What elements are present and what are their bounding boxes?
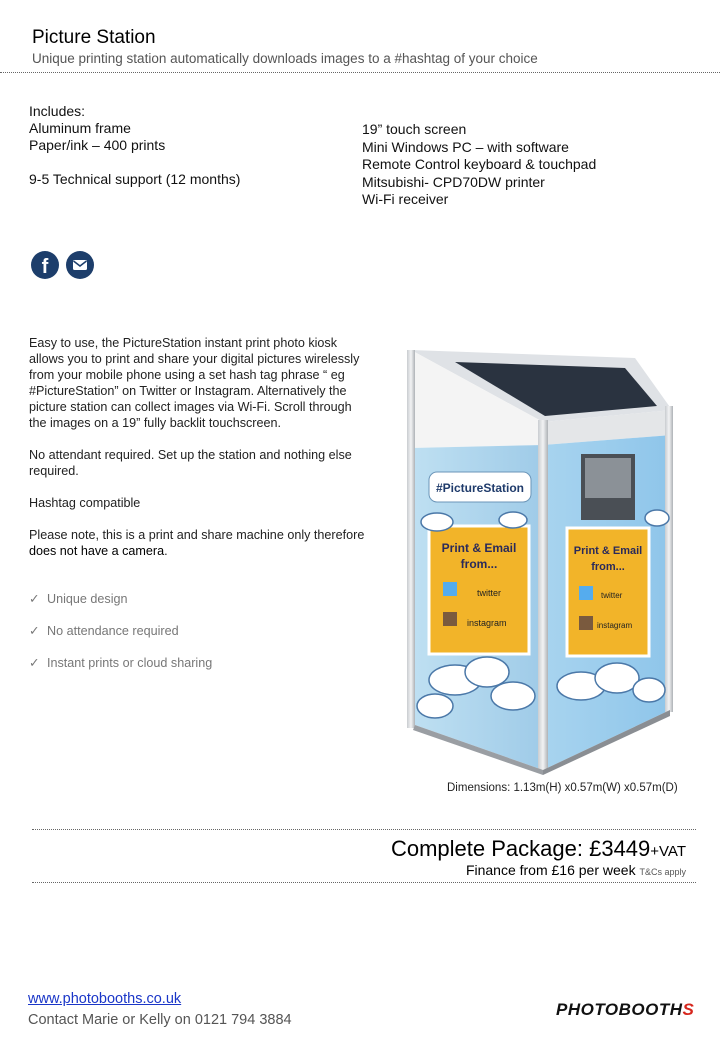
- note-emphasis: does not have a camera: [29, 544, 165, 558]
- note-text: Please note, this is a print and share machine only therefore: [29, 528, 365, 542]
- includes-item: Mini Windows PC – with software: [362, 138, 569, 155]
- panel-line1-side: Print & Email: [441, 541, 517, 555]
- checklist-item: [29, 623, 179, 638]
- check-icon: ✓: [29, 624, 40, 638]
- package-price: [391, 836, 686, 862]
- website-link[interactable]: www.photobooths.co.uk: [28, 991, 182, 1007]
- includes-heading: Includes:: [29, 103, 86, 119]
- description: [29, 335, 369, 575]
- description-paragraph: No attendant required. Set up the station and nothing else required.: [29, 448, 352, 478]
- panel-line2-side: from...: [460, 557, 498, 571]
- includes-right: [362, 121, 596, 209]
- includes-item: 19” touch screen: [362, 121, 467, 137]
- panel-twitter-front: twitter: [601, 591, 623, 600]
- price-divider-bottom: [32, 882, 696, 883]
- kiosk-product-image: [395, 340, 685, 775]
- page-title: Picture Station: [32, 27, 156, 48]
- panel-twitter-side: twitter: [477, 588, 502, 598]
- check-icon: ✓: [29, 656, 40, 670]
- includes-left: [29, 103, 240, 188]
- logo-accent: S: [682, 1000, 695, 1019]
- email-icon[interactable]: [66, 251, 94, 279]
- checklist-label: Unique design: [47, 592, 128, 606]
- checklist-label: No attendance required: [47, 624, 179, 638]
- includes-item: 9-5 Technical support (12 months): [29, 171, 241, 187]
- panel-line1-front: Print & Email: [573, 545, 643, 557]
- includes-item: Wi-Fi receiver: [362, 191, 449, 208]
- includes-item: Aluminum frame: [29, 120, 131, 136]
- note-suffix: .: [164, 544, 168, 558]
- finance-text: [466, 862, 686, 878]
- panel-instagram-front: instagram: [597, 621, 633, 630]
- photobooths-logo: [556, 1000, 694, 1020]
- dimensions-caption: Dimensions: 1.13m(H) x0.57m(W) x0.57m(D): [447, 782, 678, 794]
- price-divider-top: [32, 829, 696, 830]
- panel-instagram-side: instagram: [467, 618, 507, 628]
- contact-text: Contact Marie or Kelly on 0121 794 3884: [28, 1012, 292, 1028]
- tc-label: T&Cs apply: [639, 867, 686, 877]
- kiosk-brand-text: #PictureStation: [435, 481, 525, 495]
- checklist-item: [29, 591, 128, 606]
- check-icon: ✓: [29, 592, 40, 606]
- includes-item: Paper/ink – 400 prints: [29, 137, 166, 153]
- price-text: Complete Package: £3449: [390, 836, 651, 861]
- vat-label: +VAT: [650, 843, 686, 860]
- description-paragraph: [29, 527, 369, 559]
- svg-text:f: f: [41, 256, 49, 278]
- includes-item: Mitsubishi- CPD70DW printer: [362, 173, 545, 190]
- checklist-label: Instant prints or cloud sharing: [47, 656, 213, 670]
- includes-item: [29, 154, 240, 171]
- logo-main: PHOTOBOOTH: [556, 1000, 683, 1019]
- includes-item: Remote Control keyboard & touchpad: [362, 156, 597, 173]
- description-paragraph: Hashtag compatible: [29, 496, 141, 510]
- panel-line2-front: from...: [591, 561, 625, 573]
- header-divider: [0, 72, 720, 73]
- checklist-item: [29, 655, 212, 670]
- page-subtitle: Unique printing station automatically downloads images to a #hashtag of your choice: [32, 51, 538, 66]
- description-paragraph: Easy to use, the PictureStation instant print photo kiosk allows you to print and share your digital pictures wirelessly from your mobile phone using a set hash tag phrase “ eg #PictureStation” on Twitter or Instagram. Alternatively the picture station can collect images via Wi-Fi. Scroll through the images on a 19” fully backlit touchscreen.: [29, 336, 360, 430]
- facebook-icon[interactable]: [31, 251, 59, 279]
- finance-label: Finance from £16 per week: [465, 862, 636, 878]
